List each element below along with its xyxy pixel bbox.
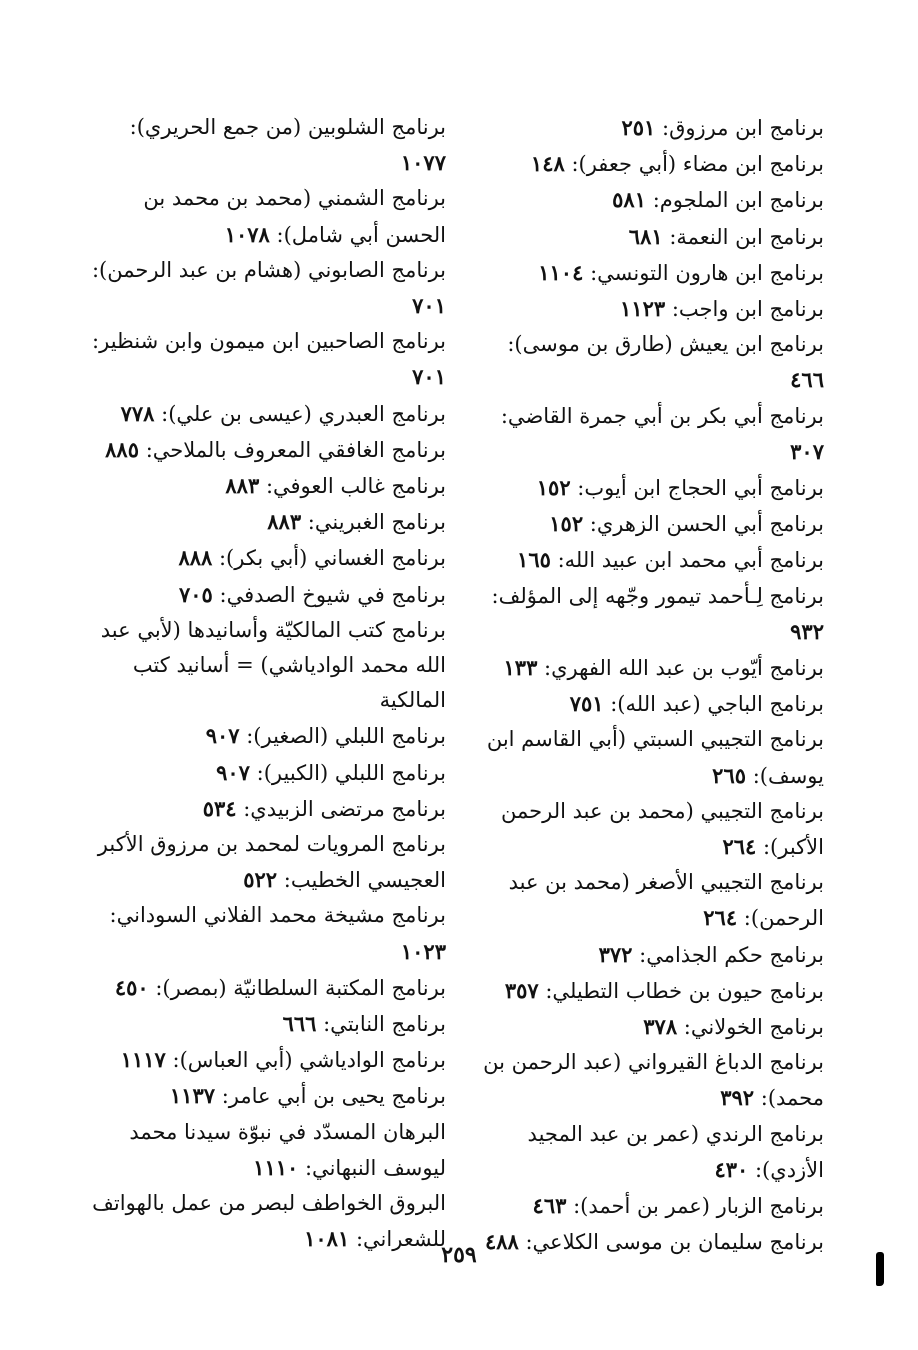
index-entry-page-number: ١١١٧	[120, 1047, 166, 1073]
index-entry-page-number: ٤٣٠	[714, 1156, 749, 1182]
index-entry-page-number: ١٠٢٣	[400, 938, 446, 964]
index-entry-title: برنامج أيّوب بن عبد الله الفهري:	[544, 656, 824, 681]
index-entry	[78, 970, 446, 1006]
index-entry-title: برنامج المرويات لمحمد بن مرزوق الأكبر العجيسي الخطيب:	[97, 832, 446, 893]
index-entry-page-number: ٧٧٨	[120, 400, 155, 426]
index-entry-title: برنامج الشلوبين (من جمع الحريري):	[129, 115, 446, 139]
index-entry-title: برنامج الوادياشي (أبي العباس):	[172, 1048, 446, 1073]
index-entry	[472, 399, 824, 470]
index-entry-page-number: ٢٦٤	[722, 834, 757, 860]
index-entry	[472, 722, 824, 793]
index-entry-title: برنامج التجيبي السبتي (أبي القاسم ابن يوسف):	[486, 727, 824, 788]
index-entry	[78, 540, 446, 576]
index-entry-title: برنامج الغساني (أبي بكر):	[218, 546, 446, 571]
index-entry-page-number: ١١١٠	[253, 1154, 299, 1180]
index-entry-title: برنامج اللبلي (الصغير):	[246, 724, 446, 749]
index-entry-page-number: ٤٥٠	[114, 974, 149, 1000]
index-entry-page-number: ٨٨٥	[105, 436, 139, 462]
index-entry	[78, 613, 446, 719]
index-entry-page-number: ١٥٢	[536, 475, 571, 501]
index-entry	[472, 1009, 824, 1045]
index-entry-title: برنامج اللبلي (الكبير):	[256, 760, 446, 785]
index-entry-page-number: ٨٨٨	[178, 545, 213, 571]
index-entry-page-number: ٩٠٧	[205, 723, 240, 749]
index-entry	[472, 110, 824, 146]
index-entry-title: برنامج ابن الملجوم:	[652, 188, 824, 213]
index-entry-page-number: ٥٣٤	[202, 795, 237, 821]
page-number: ٢٥٩	[441, 1242, 477, 1268]
index-entry	[78, 324, 446, 395]
index-entry	[472, 291, 824, 327]
index-entry	[78, 181, 446, 252]
index-entry	[78, 898, 446, 969]
index-entry-title: برنامج النابتي:	[323, 1012, 446, 1037]
index-entry-title: برنامج يحيى بن أبي عامر:	[221, 1084, 446, 1109]
index-entry-page-number: ١٠٨١	[304, 1226, 350, 1252]
index-entry-page-number: ٤٦٣	[532, 1193, 567, 1219]
index-entry-title: برنامج الصاحبين ابن ميمون وابن شنظير:	[92, 329, 446, 354]
margin-mark	[876, 1252, 884, 1286]
index-entry	[78, 253, 446, 324]
index-entry-page-number: ٢٦٤	[703, 905, 738, 931]
index-entry-page-number: ١١٠٤	[538, 259, 584, 285]
index-entry	[472, 579, 824, 650]
index-entry-title: برنامج في شيوخ الصدفي:	[219, 582, 446, 607]
index-entry-page-number: ٧٠١	[412, 293, 446, 319]
index-entry-page-number: ٢٦٥	[712, 762, 747, 788]
index-column-right	[472, 110, 824, 1261]
index-entry	[78, 718, 446, 754]
index-entry-title: برنامج أبي بكر بن أبي جمرة القاضي:	[500, 403, 824, 428]
index-entry-title: برنامج الصابوني (هشام بن عبد الرحمن):	[91, 257, 446, 282]
index-entry-title: برنامج ابن مرزوق:	[662, 116, 824, 140]
index-entry	[78, 1042, 446, 1078]
index-entry-title: برنامج ابن النعمة:	[669, 224, 824, 249]
index-entry-title: برنامج أبي الحسن الزهري:	[589, 512, 824, 537]
index-entry-title: برنامج أبي محمد ابن عبيد الله:	[557, 548, 824, 573]
index-entry	[472, 182, 824, 218]
index-entry	[78, 504, 446, 540]
index-entry	[78, 432, 446, 468]
index-entry-title: برنامج الدباغ القيرواني (عبد الرحمن بن محمد):	[483, 1050, 824, 1111]
index-entry-page-number: ١٦٥	[517, 547, 551, 573]
index-entry-title: برنامج الباجي (عبد الله):	[610, 692, 824, 717]
index-entry-title: برنامج لِـأحمد تيمور وجّهه إلى المؤلف:	[491, 583, 824, 608]
index-entry-title: برنامج الغافقي المعروف بالملاحي:	[145, 437, 446, 462]
index-entry-page-number: ٦٨١	[628, 223, 663, 249]
index-entry-page-number: ٩٣٢	[790, 618, 824, 644]
index-entry	[78, 468, 446, 504]
index-entry	[78, 755, 446, 791]
index-entry-title: برنامج ابن مضاء (أبي جعفر):	[571, 152, 824, 177]
index-entry	[472, 1045, 824, 1116]
index-entry	[472, 327, 824, 398]
index-entry-title: برنامج ابن هارون التونسي:	[590, 260, 824, 285]
index-entry-title: البرهان المسدّد في نبوّة سيدنا محمد ليوسف النبهاني:	[129, 1119, 446, 1180]
index-entry	[472, 1188, 824, 1224]
index-entry	[472, 650, 824, 686]
index-entry-title: البروق الخواطف لبصر من عمل بالهواتف للشعراني:	[92, 1191, 446, 1252]
index-entry-page-number: ٣٥٧	[504, 977, 539, 1003]
index-entry-page-number: ٧٥١	[569, 691, 604, 717]
index-entry	[472, 1117, 824, 1188]
index-entry-title: برنامج مرتضى الزبيدي:	[243, 796, 446, 821]
index-entry-page-number: ٨٨٣	[225, 473, 260, 499]
index-entry	[78, 791, 446, 827]
index-column-left	[78, 110, 446, 1258]
index-entry	[78, 1006, 446, 1042]
index-entry-title: برنامج العبدري (عيسى بن علي):	[161, 401, 446, 426]
index-entry-title: برنامج المكتبة السلطانيّة (بمصر):	[155, 975, 446, 1000]
index-entry-title: برنامج ابن يعيش (طارق بن موسى):	[507, 332, 824, 357]
index-entry-page-number: ١٥٢	[549, 511, 584, 537]
index-entry	[472, 219, 824, 255]
index-entry	[472, 865, 824, 936]
index-entry	[472, 146, 824, 182]
index-entry	[78, 1115, 446, 1186]
index-entry-page-number: ٧٠١	[412, 364, 446, 390]
index-entry-title: برنامج التجيبي (محمد بن عبد الرحمن الأكبر):	[501, 798, 824, 860]
index-entry-title: برنامج التجيبي الأصغر (محمد بن عبد الرحمن):	[508, 870, 824, 931]
index-entry-page-number: ٢٥١	[621, 115, 656, 140]
index-entry	[78, 110, 446, 181]
index-entry-title: برنامج الرندي (عمر بن عبد المجيد الأزدي):	[527, 1121, 824, 1182]
index-entry-title: برنامج الشمني (محمد بن محمد بن الحسن أبي شامل):	[143, 186, 446, 247]
index-entry-title: برنامج ابن واجب:	[671, 297, 824, 322]
index-entry-title: برنامج الخولاني:	[683, 1015, 824, 1040]
index-entry-page-number: ٨٨٣	[267, 509, 302, 535]
index-entry-title: برنامج سليمان بن موسى الكلاعي:	[525, 1230, 824, 1255]
index-entry-page-number: ٥٢٢	[243, 867, 278, 893]
index-entry	[472, 470, 824, 506]
index-entry	[472, 506, 824, 542]
index-entry-page-number: ٩٠٧	[216, 759, 250, 785]
index-entry-page-number: ٥٨١	[612, 187, 646, 213]
index-entry-page-number: ١٠٧٨	[224, 221, 270, 247]
index-entry	[472, 937, 824, 973]
index-entry-title: برنامج أبي الحجاج ابن أيوب:	[577, 476, 824, 501]
index-entry-title: برنامج حكم الجذامي:	[639, 942, 824, 967]
index-entry-page-number: ٤٨٨	[484, 1229, 519, 1255]
index-entry-title: برنامج الغبريني:	[307, 510, 446, 535]
index-entry-page-number: ١٤٨	[530, 151, 565, 177]
index-entry	[78, 577, 446, 613]
index-entry	[472, 542, 824, 578]
index-entry-title: برنامج الزبار (عمر بن أحمد):	[573, 1194, 824, 1219]
index-entry	[472, 794, 824, 865]
index-entry	[78, 1078, 446, 1114]
index-entry-page-number: ٤٦٦	[790, 367, 824, 393]
index-entry	[78, 396, 446, 432]
index-entry-page-number: ٣٧٢	[598, 941, 633, 967]
index-entry	[472, 973, 824, 1009]
index-entry-page-number: ٣٠٧	[790, 438, 824, 464]
index-entry-page-number: ٧٠٥	[179, 581, 213, 607]
index-entry-page-number: ٦٦٦	[282, 1011, 317, 1037]
index-entry	[472, 255, 824, 291]
index-entry-page-number: ٣٧٨	[643, 1014, 678, 1040]
index-entry-title: برنامج كتب المالكيّة وأسانيدها (لأبي عبد الله محمد الوادياشي) = أسانيد كتب المالكية	[100, 617, 446, 713]
index-entry-page-number: ١١٣٧	[169, 1083, 216, 1109]
index-entry-title: برنامج حيون بن خطاب التطيلي:	[545, 978, 824, 1003]
index-entry	[472, 686, 824, 722]
index-entry-page-number: ١١٢٣	[620, 296, 666, 322]
index-entry-page-number: ١٠٧٧	[400, 150, 446, 176]
index-entry-title: برنامج غالب العوفي:	[265, 474, 446, 499]
index-entry-page-number: ١٣٣	[503, 655, 538, 681]
index-entry	[78, 827, 446, 898]
index-entry-page-number: ٣٩٢	[720, 1085, 755, 1111]
index-entry-title: برنامج مشيخة محمد الفلاني السوداني:	[109, 903, 446, 928]
